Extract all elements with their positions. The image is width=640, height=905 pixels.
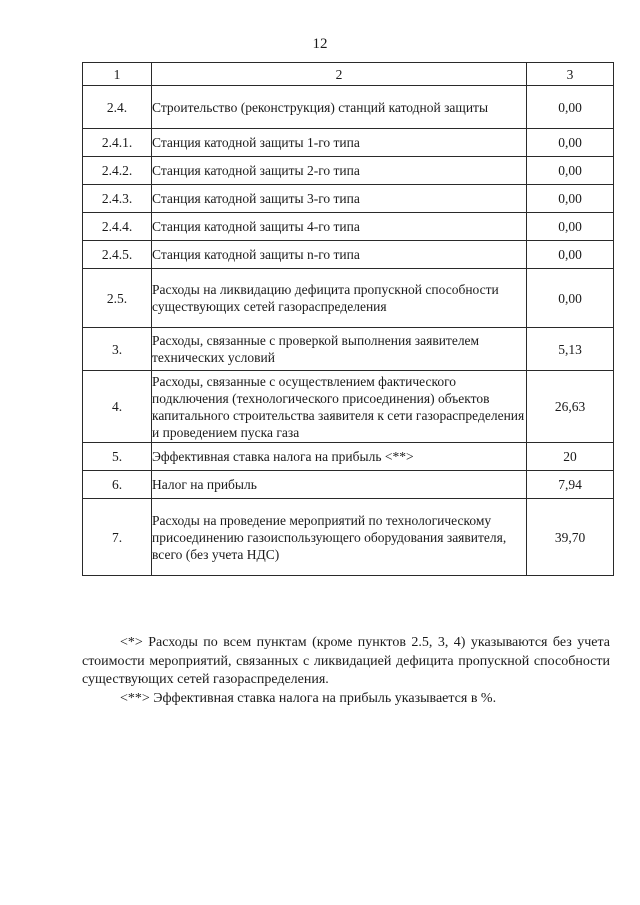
row-name: Эффективная ставка налога на прибыль <**> (152, 443, 527, 471)
row-number: 3. (83, 328, 152, 371)
row-value: 26,63 (527, 371, 614, 443)
row-value: 0,00 (527, 185, 614, 213)
table-row (83, 269, 614, 328)
table-row (83, 185, 614, 213)
row-name: Станция катодной защиты 1-го типа (152, 129, 527, 157)
table-header-row (83, 63, 614, 86)
row-number: 2.4. (83, 86, 152, 129)
row-name: Налог на прибыль (152, 471, 527, 499)
page-number: 12 (312, 36, 328, 52)
row-value: 0,00 (527, 86, 614, 129)
row-number: 2.4.3. (83, 185, 152, 213)
row-value: 0,00 (527, 241, 614, 269)
table-row (83, 371, 614, 443)
row-name: Строительство (реконструкция) станций катодной защиты (152, 86, 527, 129)
row-number: 2.4.4. (83, 213, 152, 241)
row-number: 2.4.5. (83, 241, 152, 269)
row-number: 6. (83, 471, 152, 499)
cost-table (82, 62, 614, 576)
row-number: 2.4.2. (83, 157, 152, 185)
table-row (83, 328, 614, 371)
row-number: 2.5. (83, 269, 152, 328)
row-value: 0,00 (527, 213, 614, 241)
row-number: 7. (83, 499, 152, 576)
table-row (83, 499, 614, 576)
row-name: Расходы, связанные с осуществлением фактического подключения (технологического присоединения) объектов капитального строительства заявителя к сети газораспределения и проведением пуска газа (152, 371, 527, 443)
row-value: 7,94 (527, 471, 614, 499)
row-value: 0,00 (527, 157, 614, 185)
row-value: 20 (527, 443, 614, 471)
table-row (83, 86, 614, 129)
row-value: 0,00 (527, 269, 614, 328)
row-value: 39,70 (527, 499, 614, 576)
table-row (83, 213, 614, 241)
row-name: Станция катодной защиты n-го типа (152, 241, 527, 269)
row-value: 0,00 (527, 129, 614, 157)
header-col-1: 1 (83, 63, 152, 86)
row-name: Станция катодной защиты 3-го типа (152, 185, 527, 213)
footnote-1: <*> Расходы по всем пунктам (кроме пунктов 2.5, 3, 4) указываются без учета стоимости мероприятий, связанных с ликвидацией дефицита пропускной способности существующих сетей газораспределения. (82, 635, 610, 687)
footnote-2: <**> Эффективная ставка налога на прибыль указывается в %. (120, 690, 497, 706)
row-name: Расходы на ликвидацию дефицита пропускной способности существующих сетей газораспределения (152, 269, 527, 328)
row-name: Станция катодной защиты 2-го типа (152, 157, 527, 185)
row-value: 5,13 (527, 328, 614, 371)
row-number: 2.4.1. (83, 129, 152, 157)
header-col-2: 2 (152, 63, 527, 86)
footnotes (82, 634, 610, 708)
row-number: 4. (83, 371, 152, 443)
row-number: 5. (83, 443, 152, 471)
table-row (83, 157, 614, 185)
table-row (83, 443, 614, 471)
row-name: Станция катодной защиты 4-го типа (152, 213, 527, 241)
row-name: Расходы на проведение мероприятий по технологическому присоединению газоиспользующего оборудования заявителя, всего (без учета НДС) (152, 499, 527, 576)
table-row (83, 241, 614, 269)
table-row (83, 471, 614, 499)
row-name: Расходы, связанные с проверкой выполнения заявителем технических условий (152, 328, 527, 371)
header-col-3: 3 (527, 63, 614, 86)
table-row (83, 129, 614, 157)
